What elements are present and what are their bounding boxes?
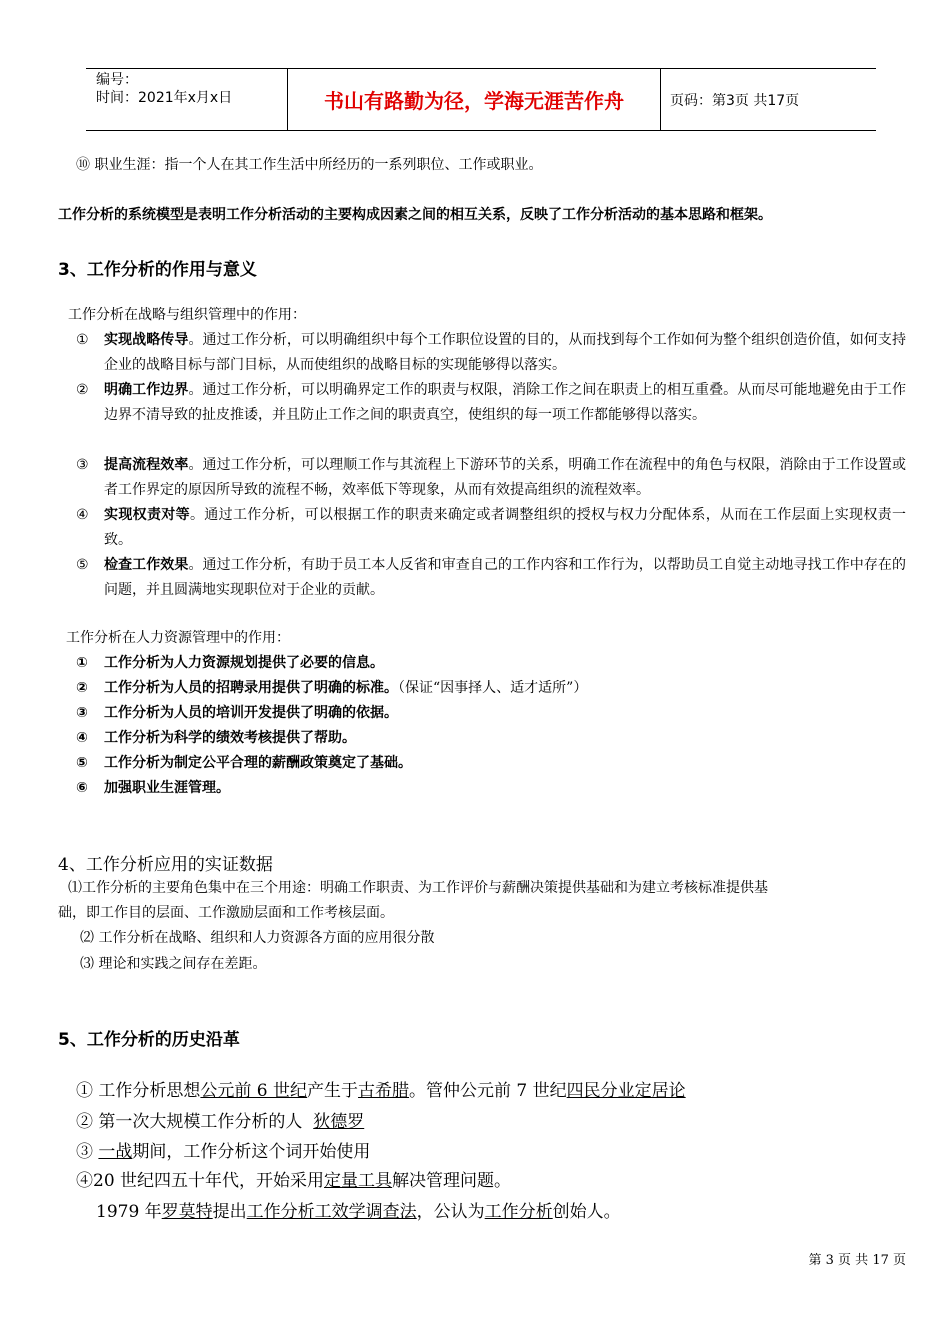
history-text: ③: [76, 1142, 99, 1162]
hr-item: [76, 676, 587, 701]
strategic-item: [76, 553, 906, 603]
item-number: ②: [76, 382, 89, 398]
history-underlined: 古希腊: [358, 1081, 410, 1101]
item-body: [104, 453, 906, 503]
hr-item: [76, 751, 412, 776]
history-line-1: [76, 1076, 686, 1106]
history-underlined: 工作分析工效学调查法: [246, 1202, 417, 1222]
item-body: [104, 503, 906, 553]
item-number: ③: [76, 705, 88, 721]
section-5-title: 5、工作分析的历史沿革: [58, 1030, 240, 1050]
item-body: [104, 553, 906, 603]
section-4-para-1-line-2: 础，即工作目的层面、工作激励层面和工作考核层面。: [58, 905, 394, 921]
history-text: 。管仲公元前 7 世纪: [409, 1081, 567, 1101]
section-4-para-1-line-1: ⑴工作分析的主要角色集中在三个用途：明确工作职责、为工作评价与薪酬决策提供基础和为建立考核标准提供基: [68, 880, 768, 896]
document-header: [86, 68, 876, 131]
item-text: 工作分析为人员的培训开发提供了明确的依据。: [104, 705, 398, 721]
item-keyword: 提高流程效率: [104, 457, 189, 473]
item-keyword: 实现战略传导: [104, 332, 189, 348]
history-text: 解决管理问题。: [392, 1171, 512, 1191]
history-text: ② 第一次大规模工作分析的人: [76, 1112, 314, 1132]
item-number: ⑥: [76, 780, 88, 796]
history-line-4: [76, 1166, 511, 1196]
history-text: 1979 年: [96, 1202, 162, 1222]
item-text: 。通过工作分析，可以明确组织中每个工作职位设置的目的，从而找到每个工作如何为整个组织创造价值，如何支持企业的战略目标与部门目标，从而使组织的战略目标的实现能够得以落实。: [104, 332, 907, 373]
item-note: （保证“因事择人、适才适所”）: [398, 680, 588, 696]
item-number: ①: [76, 332, 89, 348]
history-underlined: 工作分析: [484, 1202, 553, 1222]
history-line-2: [76, 1107, 364, 1137]
section-3-title: 3、工作分析的作用与意义: [58, 260, 257, 280]
history-text: ① 工作分析思想: [76, 1081, 201, 1101]
career-definition: ⑩ 职业生涯：指一个人在其工作生活中所经历的一系列职位、工作或职业。: [76, 157, 543, 173]
item-number: ⑤: [76, 557, 89, 573]
header-meta: [96, 71, 232, 107]
history-text: 提出: [212, 1202, 247, 1222]
item-text: 。通过工作分析，可以理顺工作与其流程上下游环节的关系，明确工作在流程中的角色与权限，消除由于工作设置或者工作界定的原因所导致的流程不畅，效率低下等现象，从而有效提高组织的流程效率。: [104, 457, 907, 498]
hr-item: [76, 726, 356, 751]
section-4-para-3: ⑶ 理论和实践之间存在差距。: [80, 956, 267, 972]
history-underlined: 四民分业定居论: [566, 1081, 686, 1101]
strategic-item: [76, 328, 906, 378]
item-text: 工作分析为人力资源规划提供了必要的信息。: [104, 655, 384, 671]
header-motto: 书山有路勤为径，学海无涯苦作舟: [324, 89, 624, 113]
history-underlined: 定量工具: [324, 1171, 393, 1191]
hr-item: [76, 776, 230, 801]
history-text: ④20 世纪四五十年代，开始采用: [76, 1171, 325, 1191]
item-text: 加强职业生涯管理。: [104, 780, 230, 796]
item-text: 工作分析为人员的招聘录用提供了明确的标准。: [104, 680, 398, 696]
item-text: 工作分析为制定公平合理的薪酬政策奠定了基础。: [104, 755, 412, 771]
strategic-item: [76, 378, 906, 428]
system-model-statement: 工作分析的系统模型是表明工作分析活动的主要构成因素之间的相互关系，反映了工作分析活动的基本思路和框架。: [58, 207, 772, 223]
history-text: 创始人。: [552, 1202, 621, 1222]
item-number: ④: [76, 507, 89, 523]
hr-intro: 工作分析在人力资源管理中的作用：: [66, 630, 290, 646]
hr-item: [76, 651, 384, 676]
history-underlined: 公元前 6 世纪: [200, 1081, 308, 1101]
section-4-para-2: ⑵ 工作分析在战略、组织和人力资源各方面的应用很分散: [80, 930, 435, 946]
item-keyword: 检查工作效果: [104, 557, 189, 573]
strategic-intro: 工作分析在战略与组织管理中的作用：: [68, 307, 306, 323]
strategic-item: [76, 453, 906, 503]
page-footer: 第 3 页 共 17 页: [808, 1253, 906, 1268]
strategic-item: [76, 503, 906, 553]
history-underlined: 罗莫特: [161, 1202, 213, 1222]
history-text: 产生于: [307, 1081, 359, 1101]
item-number: ③: [76, 457, 89, 473]
hr-item: [76, 701, 398, 726]
item-text: 。通过工作分析，可以根据工作的职责来确定或者调整组织的授权与权力分配体系，从而在工作层面上实现权责一致。: [104, 507, 907, 548]
item-body: [104, 378, 906, 428]
history-underlined: 一战: [98, 1142, 133, 1162]
history-text: ，公认为: [416, 1202, 485, 1222]
header-time-label: 时间：2021年x月x日: [96, 90, 233, 106]
header-divider: [660, 69, 661, 130]
history-line-3: [76, 1137, 370, 1167]
item-text: 。通过工作分析，可以明确界定工作的职责与权限，消除工作之间在职责上的相互重叠。从而尽可能地避免由于工作边界不清导致的扯皮推诿，并且防止工作之间的职责真空，使组织的每一项工作都能够得以落实。: [104, 382, 907, 423]
item-keyword: 实现权责对等: [104, 507, 190, 523]
item-number: ④: [76, 730, 88, 746]
item-text: 。通过工作分析，有助于员工本人反省和审查自己的工作内容和工作行为，以帮助员工自觉主动地寻找工作中存在的问题，并且圆满地实现职位对于企业的贡献。: [104, 557, 907, 598]
history-underlined: 狄德罗: [313, 1112, 365, 1132]
header-number-label: 编号：: [96, 72, 138, 88]
header-page-info: 页码：第3页 共17页: [670, 92, 800, 109]
item-text: 工作分析为科学的绩效考核提供了帮助。: [104, 730, 356, 746]
item-number: ⑤: [76, 755, 88, 771]
item-keyword: 明确工作边界: [104, 382, 189, 398]
history-line-5: [96, 1197, 621, 1227]
item-body: [104, 328, 906, 378]
item-number: ②: [76, 680, 88, 696]
item-number: ①: [76, 655, 88, 671]
section-4-title: 4、工作分析应用的实证数据: [58, 855, 273, 875]
history-text: 期间，工作分析这个词开始使用: [132, 1142, 371, 1162]
